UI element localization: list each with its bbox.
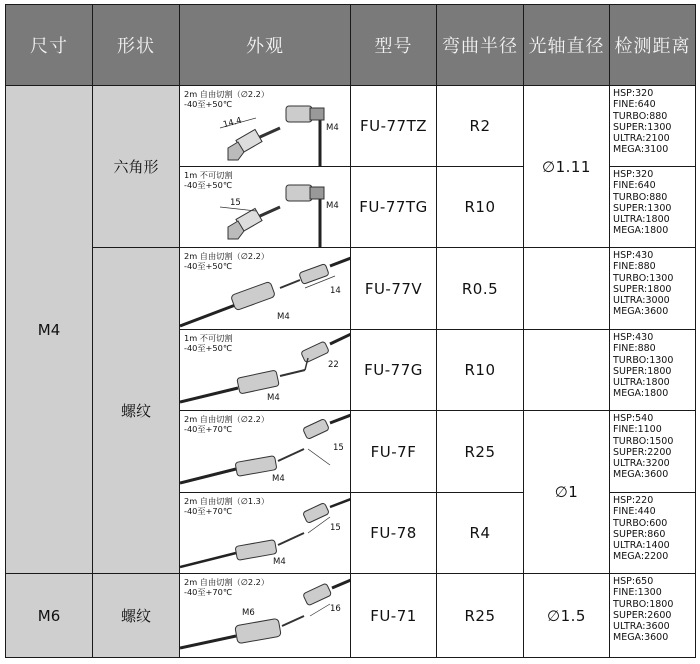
distance-fine: FINE:640 bbox=[613, 180, 656, 192]
distance-mega: MEGA:2200 bbox=[613, 551, 669, 563]
distance-hsp: HSP:650 bbox=[613, 576, 654, 587]
appearance-cell bbox=[180, 493, 351, 574]
bend-radius-cell: R25 bbox=[437, 574, 524, 658]
thread-sensor-illustration bbox=[180, 248, 351, 330]
detect-distance-cell bbox=[610, 493, 696, 574]
bend-radius-cell: R10 bbox=[437, 167, 524, 248]
thread-sensor-illustration bbox=[180, 330, 351, 411]
size-cell-m4: M4 bbox=[6, 86, 93, 574]
cable-spec: 1m 不可切割 bbox=[184, 170, 233, 180]
detect-distance-cell bbox=[610, 574, 696, 658]
thread-label: M4 bbox=[326, 201, 339, 211]
header-size: 尺寸 bbox=[6, 5, 93, 86]
distance-hsp: HSP:430 bbox=[613, 332, 654, 343]
cable-spec: 2m 自由切割（∅1.3） bbox=[184, 496, 270, 506]
model-cell: FU-71 bbox=[351, 574, 437, 658]
temp-range: -40至+70℃ bbox=[184, 424, 233, 434]
dimension-label: 15 bbox=[230, 198, 241, 208]
thread-sensor-illustration bbox=[180, 493, 351, 574]
model-cell: FU-78 bbox=[351, 493, 437, 574]
cable-spec: 2m 自由切割（∅2.2） bbox=[184, 251, 270, 261]
distance-turbo: TURBO:1800 bbox=[613, 598, 674, 610]
axis-diameter-cell: ∅1.11 bbox=[524, 86, 610, 248]
cable-spec: 2m 自由切割（∅2.2） bbox=[184, 577, 270, 587]
detect-distance-cell bbox=[610, 411, 696, 493]
distance-hsp: HSP:320 bbox=[613, 169, 654, 180]
distance-fine: FINE:1100 bbox=[613, 424, 662, 436]
bend-radius-cell: R4 bbox=[437, 493, 524, 574]
hex-sensor-illustration bbox=[180, 86, 351, 167]
distance-fine: FINE:1300 bbox=[613, 587, 662, 599]
detect-distance-cell bbox=[610, 86, 696, 167]
distance-hsp: HSP:320 bbox=[613, 88, 654, 99]
detect-distance-cell bbox=[610, 167, 696, 248]
appearance-cell bbox=[180, 86, 351, 167]
model-cell: FU-77G bbox=[351, 330, 437, 411]
model-cell: FU-77TZ bbox=[351, 86, 437, 167]
appearance-cell bbox=[180, 248, 351, 330]
thread-sensor-illustration bbox=[180, 574, 351, 658]
distance-turbo: TURBO:1500 bbox=[613, 435, 674, 447]
header-bend-radius: 弯曲半径 bbox=[437, 5, 524, 86]
distance-mega: MEGA:1800 bbox=[613, 388, 669, 400]
temp-range: -40至+70℃ bbox=[184, 506, 233, 516]
temp-range: -40至+50℃ bbox=[184, 343, 233, 353]
distance-super: SUPER:2600 bbox=[613, 609, 672, 621]
distance-turbo: TURBO:880 bbox=[613, 191, 668, 203]
axis-diameter-cell-continued bbox=[524, 248, 610, 330]
table-row bbox=[6, 86, 696, 167]
axis-diameter-cell-continued bbox=[524, 330, 610, 411]
distance-mega: MEGA:3600 bbox=[613, 469, 669, 481]
model-cell: FU-77V bbox=[351, 248, 437, 330]
thread-label: M4 bbox=[277, 312, 290, 322]
distance-turbo: TURBO:600 bbox=[613, 517, 668, 529]
distance-mega: MEGA:3600 bbox=[613, 306, 669, 318]
axis-diameter-cell: ∅1.5 bbox=[524, 574, 610, 658]
header-axis-diameter: 光轴直径 bbox=[524, 5, 610, 86]
temp-range: -40至+70℃ bbox=[184, 587, 233, 597]
distance-hsp: HSP:430 bbox=[613, 250, 654, 261]
shape-cell-hex: 六角形 bbox=[93, 86, 180, 248]
header-model: 型号 bbox=[351, 5, 437, 86]
size-cell-m6: M6 bbox=[6, 574, 93, 658]
header-row bbox=[6, 5, 696, 86]
table-row bbox=[6, 574, 696, 658]
model-cell: FU-7F bbox=[351, 411, 437, 493]
thread-label: M4 bbox=[326, 123, 339, 133]
cable-spec: 1m 不可切割 bbox=[184, 333, 233, 343]
distance-ultra: ULTRA:1800 bbox=[613, 214, 670, 226]
distance-turbo: TURBO:880 bbox=[613, 110, 668, 122]
detect-distance-cell bbox=[610, 330, 696, 411]
distance-ultra: ULTRA:1400 bbox=[613, 540, 670, 552]
dimension-label: 16 bbox=[330, 604, 341, 614]
temp-range: -40至+50℃ bbox=[184, 180, 233, 190]
distance-fine: FINE:880 bbox=[613, 343, 656, 355]
appearance-cell bbox=[180, 574, 351, 658]
dimension-label: 22 bbox=[328, 360, 339, 370]
thread-sensor-illustration bbox=[180, 411, 351, 493]
distance-super: SUPER:1300 bbox=[613, 121, 672, 133]
distance-fine: FINE:440 bbox=[613, 506, 656, 518]
distance-super: SUPER:860 bbox=[613, 528, 666, 540]
dimension-label: 14.4 bbox=[222, 115, 243, 131]
appearance-cell bbox=[180, 330, 351, 411]
distance-mega: MEGA:3100 bbox=[613, 144, 669, 156]
distance-ultra: ULTRA:2100 bbox=[613, 133, 670, 145]
distance-mega: MEGA:3600 bbox=[613, 632, 669, 644]
thread-label: M4 bbox=[267, 393, 280, 403]
distance-fine: FINE:880 bbox=[613, 261, 656, 273]
shape-cell-thread-m6: 螺纹 bbox=[93, 574, 180, 658]
distance-super: SUPER:1800 bbox=[613, 365, 672, 377]
temp-range: -40至+50℃ bbox=[184, 99, 233, 109]
dimension-label: 15 bbox=[333, 443, 344, 453]
header-detect-distance: 检测距离 bbox=[610, 5, 696, 86]
hex-sensor-illustration bbox=[180, 167, 351, 248]
distance-super: SUPER:1800 bbox=[613, 283, 672, 295]
axis-diameter-cell: ∅1 bbox=[524, 411, 610, 574]
model-cell: FU-77TG bbox=[351, 167, 437, 248]
spec-table bbox=[5, 4, 696, 658]
thread-label: M4 bbox=[273, 557, 286, 567]
distance-ultra: ULTRA:3200 bbox=[613, 458, 670, 470]
detect-distance-cell bbox=[610, 248, 696, 330]
distance-ultra: ULTRA:1800 bbox=[613, 377, 670, 389]
distance-hsp: HSP:540 bbox=[613, 413, 654, 424]
thread-label: M4 bbox=[272, 474, 285, 484]
appearance-cell bbox=[180, 167, 351, 248]
distance-fine: FINE:640 bbox=[613, 99, 656, 111]
bend-radius-cell: R25 bbox=[437, 411, 524, 493]
appearance-cell bbox=[180, 411, 351, 493]
distance-super: SUPER:2200 bbox=[613, 446, 672, 458]
cable-spec: 2m 自由切割（∅2.2） bbox=[184, 89, 270, 99]
table-row bbox=[6, 248, 696, 330]
bend-radius-cell: R2 bbox=[437, 86, 524, 167]
distance-mega: MEGA:1800 bbox=[613, 225, 669, 237]
distance-ultra: ULTRA:3600 bbox=[613, 621, 670, 633]
distance-ultra: ULTRA:3000 bbox=[613, 295, 670, 307]
distance-turbo: TURBO:1300 bbox=[613, 354, 674, 366]
distance-hsp: HSP:220 bbox=[613, 495, 654, 506]
header-shape: 形状 bbox=[93, 5, 180, 86]
dimension-label: 14 bbox=[330, 286, 341, 296]
distance-super: SUPER:1300 bbox=[613, 202, 672, 214]
dimension-label: 15 bbox=[330, 523, 341, 533]
distance-turbo: TURBO:1300 bbox=[613, 272, 674, 284]
temp-range: -40至+50℃ bbox=[184, 261, 233, 271]
header-appearance: 外观 bbox=[180, 5, 351, 86]
thread-label: M6 bbox=[242, 608, 255, 618]
shape-cell-thread: 螺纹 bbox=[93, 248, 180, 574]
bend-radius-cell: R0.5 bbox=[437, 248, 524, 330]
cable-spec: 2m 自由切割（∅2.2） bbox=[184, 414, 270, 424]
bend-radius-cell: R10 bbox=[437, 330, 524, 411]
